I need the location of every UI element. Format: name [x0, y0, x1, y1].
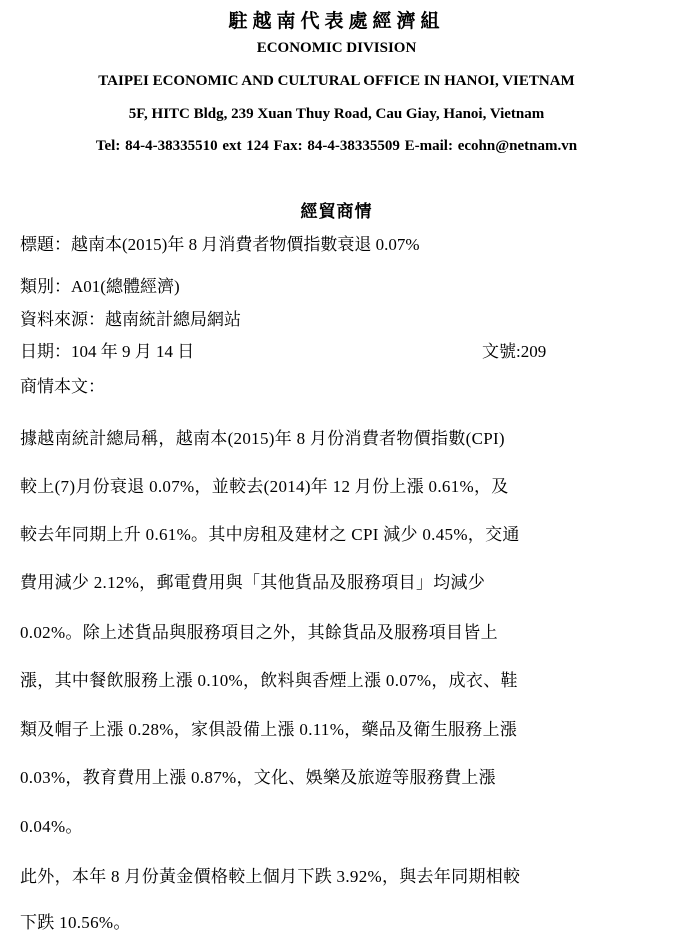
body-line: 下跌 10.56%。 — [20, 913, 131, 932]
doc-date-line: 日期：104 年 9 月 14 日 — [20, 342, 195, 361]
body-line: 0.04%。 — [20, 817, 83, 836]
doc-category-line: 類別：A01(總體經濟) — [20, 277, 180, 296]
org-chinese-title: 駐越南代表處經濟組 — [228, 11, 445, 32]
org-address: 5F, HITC Bldg, 239 Xuan Thuy Road, Cau Giay, Hanoi, Vietnam — [128, 106, 545, 122]
doc-source-line: 資料來源：越南統計總局網站 — [20, 310, 241, 329]
body-line: 此外，本年 8 月份黃金價格較上個月下跌 3.92%，與去年同期相較 — [20, 867, 521, 886]
org-office-name: TAIPEI ECONOMIC AND CULTURAL OFFICE IN HANOI, VIETNAM — [98, 73, 575, 89]
org-division: ECONOMIC DIVISION — [256, 40, 417, 56]
body-line: 較上(7)月份衰退 0.07%，並較去(2014)年 12 月份上漲 0.61%，及 — [20, 477, 509, 496]
body-line: 費用減少 2.12%，郵電費用與「其他貨品及服務項目」均減少 — [20, 573, 486, 592]
body-label: 商情本文： — [20, 377, 105, 396]
body-line: 0.03%，教育費用上漲 0.87%，文化、娛樂及旅遊等服務費上漲 — [20, 768, 496, 787]
body-line: 類及帽子上漲 0.28%，家俱設備上漲 0.11%，藥品及衛生服務上漲 — [20, 720, 518, 739]
section-title: 經貿商情 — [300, 202, 373, 221]
org-contact: Tel: 84-4-38335510 ext 124 Fax: 84-4-38335509 E-mail: ecohn@netnam.vn — [95, 138, 578, 154]
body-line: 較去年同期上升 0.61%。其中房租及建材之 CPI 減少 0.45%，交通 — [20, 525, 520, 544]
doc-title-line: 標題：越南本(2015)年 8 月消費者物價指數衰退 0.07% — [20, 235, 420, 254]
body-line: 漲，其中餐飲服務上漲 0.10%，飲料與香煙上漲 0.07%，成衣、鞋 — [20, 671, 518, 690]
doc-number: 文號:209 — [482, 342, 547, 361]
body-line: 0.02%。除上述貨品與服務項目之外，其餘貨品及服務項目皆上 — [20, 623, 498, 642]
body-line: 據越南統計總局稱，越南本(2015)年 8 月份消費者物價指數(CPI) — [20, 429, 505, 448]
